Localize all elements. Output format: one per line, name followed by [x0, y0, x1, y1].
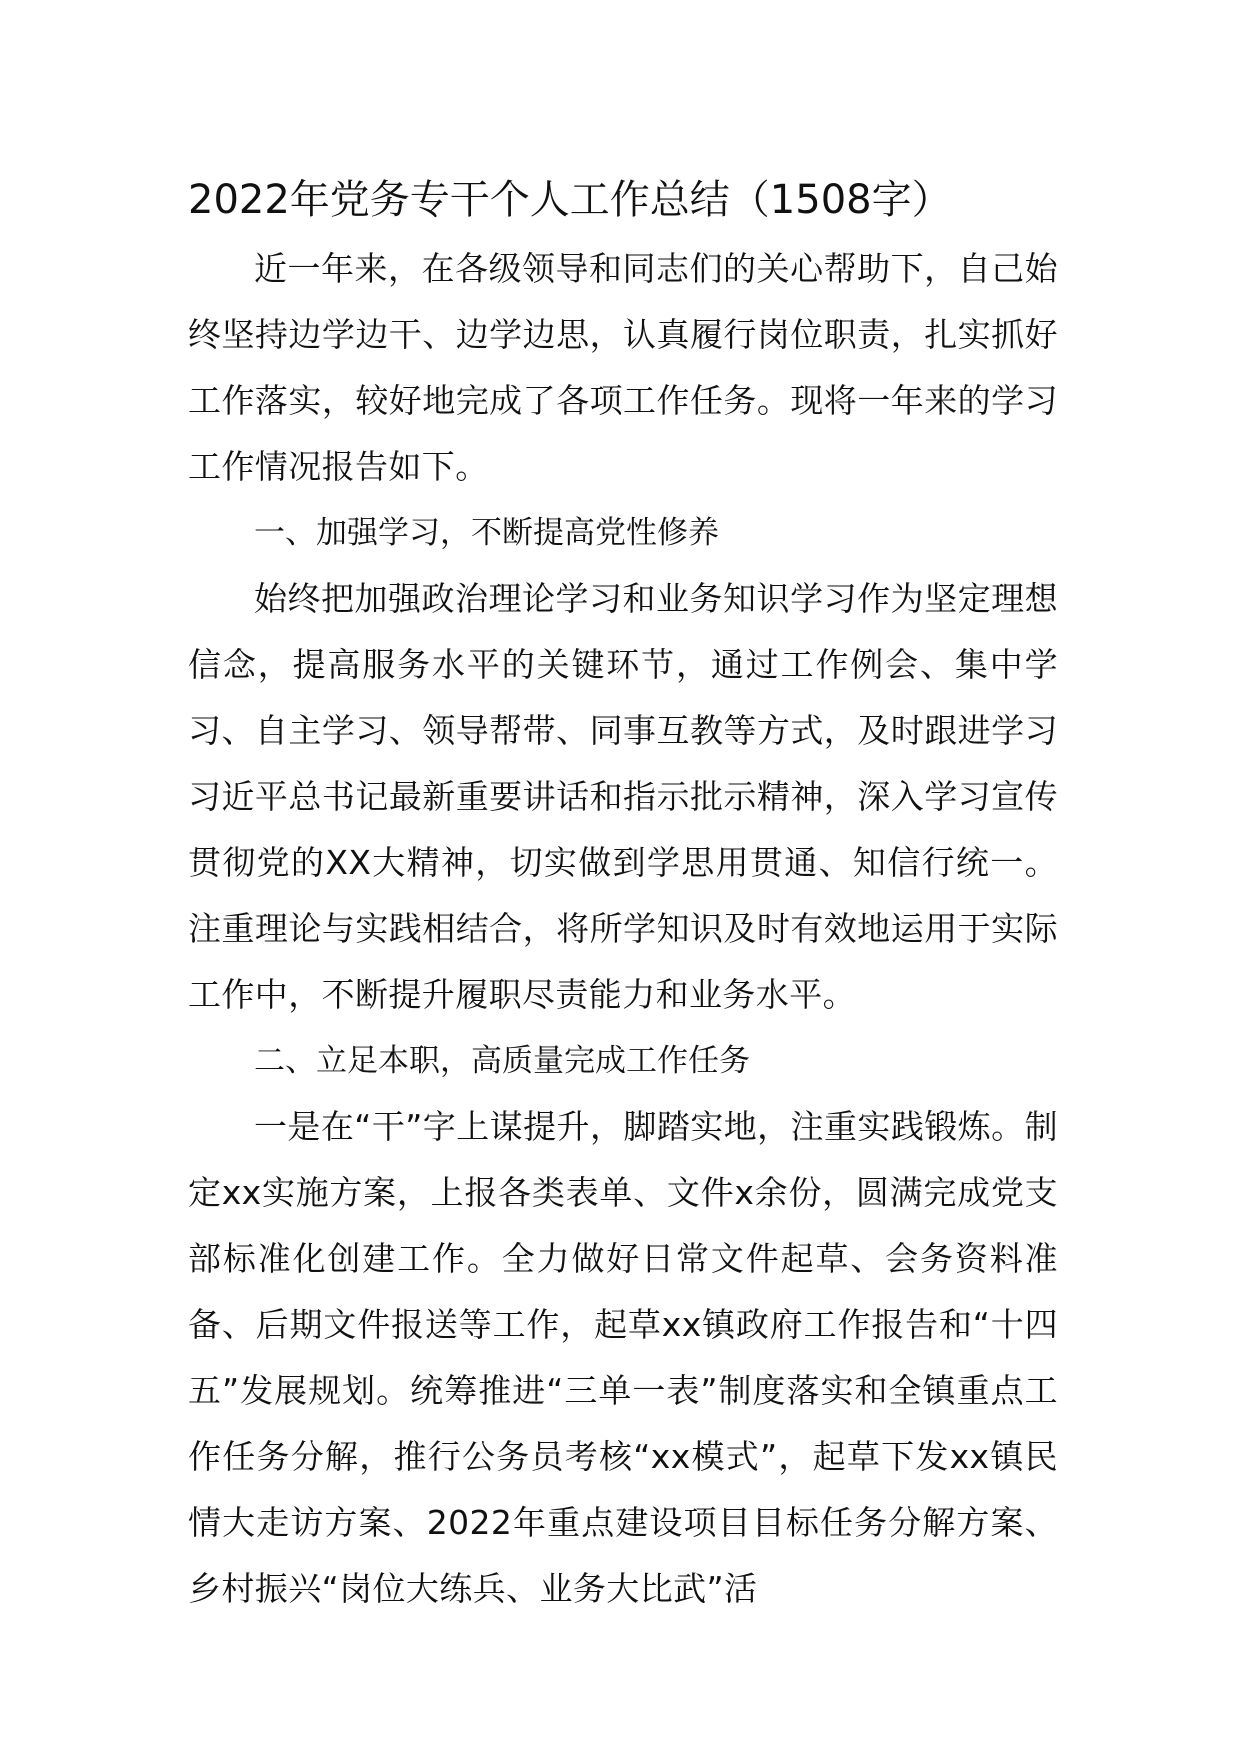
document-body: [188, 236, 1058, 1622]
section-heading-2: 二、立足本职，高质量完成工作任务: [254, 1043, 750, 1079]
document-title: 2022年党务专干个人工作总结（1508字）: [188, 177, 952, 223]
paragraph-intro: 近一年来，在各级领导和同志们的关心帮助下，自己始终坚持边学边干、边学边思，认真履行岗位职责，扎实抓好工作落实，较好地完成了各项工作任务。现将一年来的学习工作情况报告如下。: [188, 249, 1058, 486]
paragraph-study: 始终把加强政治理论学习和业务知识学习作为坚定理想信念，提高服务水平的关键环节，通过工作例会、集中学习、自主学习、领导帮带、同事互教等方式，及时跟进学习习近平总书记最新重要讲话和指示批示精神，深入学习宣传贯彻党的XX大精神，切实做到学思用贯通、知信行统一。注重理论与实践相结合，将所学知识及时有效地运用于实际工作中，不断提升履职尽责能力和业务水平。: [188, 579, 1058, 1014]
paragraph-work: 一是在“干”字上谋提升，脚踏实地，注重实践锻炼。制定xx实施方案，上报各类表单、文件x余份，圆满完成党支部标准化创建工作。全力做好日常文件起草、会务资料准备、后期文件报送等工作，起草xx镇政府工作报告和“十四五”发展规划。统筹推进“三单一表”制度落实和全镇重点工作任务分解，推行公务员考核“xx模式”，起草下发xx镇民情大走访方案、2022年重点建设项目目标任务分解方案、乡村振兴“岗位大练兵、业务大比武”活: [188, 1107, 1058, 1608]
section-heading-1: 一、加强学习，不断提高党性修养: [254, 515, 719, 551]
